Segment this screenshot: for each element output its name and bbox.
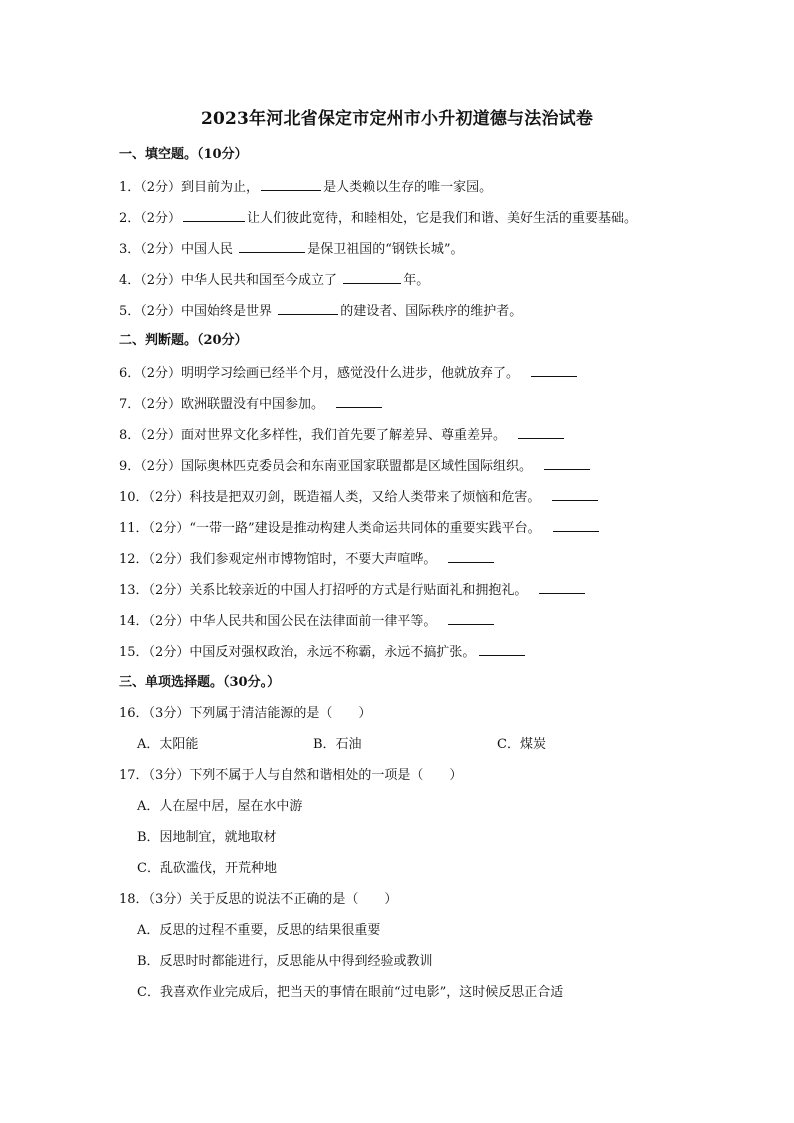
- question-3: [119, 238, 704, 258]
- answer-blank[interactable]: [539, 579, 585, 594]
- question-4: [119, 269, 704, 289]
- answer-blank[interactable]: [448, 610, 494, 625]
- question-text: 我们参观定州市博物馆时，不要大声喧哗。: [189, 552, 437, 567]
- answer-blank[interactable]: [544, 455, 590, 470]
- question-8: [119, 424, 704, 444]
- question-13: [119, 579, 704, 599]
- question-11: [119, 517, 704, 537]
- question-18: [119, 890, 704, 910]
- question-17: [119, 766, 704, 786]
- question-text: 下列属于清洁能源的是（ ）: [189, 706, 372, 721]
- question-text: 是保卫祖国的“钢铁长城”。: [307, 242, 464, 257]
- question-number: 17．（3分）: [119, 768, 190, 783]
- question-number: 18．（3分）: [119, 892, 190, 907]
- question-text: 中国始终是世界: [181, 304, 277, 319]
- question-text: 下列不属于人与自然和谐相处的一项是（ ）: [189, 768, 463, 783]
- option-b[interactable]: B．石油: [313, 737, 362, 752]
- option-c[interactable]: C．乱砍滥伐，开荒种地: [137, 861, 277, 876]
- question-text: 面对世界文化多样性，我们首先要了解差异、尊重差异。: [181, 428, 507, 443]
- question-text: 是人类赖以生存的唯一家园。: [323, 180, 493, 195]
- question-text: 中国人民: [181, 242, 238, 257]
- question-text: 关系比较亲近的中国人打招呼的方式是行贴面礼和拥抱礼。: [189, 583, 528, 598]
- question-text: 关于反思的说法不正确的是（ ）: [189, 892, 398, 907]
- question-number: 12．（2分）: [119, 552, 190, 567]
- question-number: 3．（2分）: [119, 242, 182, 257]
- question-9: [119, 455, 704, 475]
- answer-blank[interactable]: [239, 238, 305, 253]
- question-2: [119, 207, 704, 227]
- option-c[interactable]: C．煤炭: [497, 737, 546, 752]
- answer-blank[interactable]: [336, 393, 382, 408]
- question-number: 1．（2分）: [119, 180, 182, 195]
- question-text: 国际奥林匹克委员会和东南亚国家联盟都是区域性国际组织。: [181, 459, 533, 474]
- question-number: 2．（2分）: [119, 211, 182, 226]
- question-text: “一带一路”建设是推动构建人类命运共同体的重要实践平台。: [189, 521, 541, 536]
- question-text: 到目前为止，: [181, 180, 260, 195]
- question-15: [119, 641, 704, 661]
- answer-blank[interactable]: [448, 548, 494, 563]
- question-text: 中华人民共和国至今成立了: [181, 273, 342, 288]
- option-a[interactable]: A．人在屋中居，屋在水中游: [137, 799, 303, 814]
- question-7: [119, 393, 704, 413]
- option-a[interactable]: A．反思的过程不重要，反思的结果很重要: [137, 923, 381, 938]
- question-16: [119, 704, 704, 724]
- question-text: 欧洲联盟没有中国参加。: [181, 397, 325, 412]
- section-true-false: 二、判断题。（20分）: [119, 333, 248, 348]
- question-5: [119, 300, 704, 320]
- question-number: 6．（2分）: [119, 366, 182, 381]
- answer-blank[interactable]: [553, 517, 599, 532]
- question-number: 4．（2分）: [119, 273, 182, 288]
- option-a[interactable]: A．太阳能: [137, 737, 199, 752]
- question-number: 11．（2分）: [119, 521, 190, 536]
- question-12: [119, 548, 704, 568]
- question-text: 科技是把双刃剑，既造福人类，又给人类带来了烦恼和危害。: [189, 490, 541, 505]
- section-single-choice: 三、单项选择题。（30分。）: [119, 675, 281, 690]
- section-fill-blank: 一、填空题。（10分）: [119, 147, 248, 162]
- question-number: 9．（2分）: [119, 459, 182, 474]
- question-number: 5．（2分）: [119, 304, 182, 319]
- question-1: [119, 176, 704, 196]
- answer-blank[interactable]: [518, 424, 564, 439]
- question-text: 中国反对强权政治，永远不称霸，永远不搞扩张。: [189, 645, 476, 660]
- question-number: 16．（3分）: [119, 706, 190, 721]
- option-b[interactable]: B．因地制宜，就地取材: [137, 830, 277, 845]
- question-14: [119, 610, 704, 630]
- question-6: [119, 362, 704, 382]
- answer-blank[interactable]: [531, 362, 577, 377]
- question-text: 明明学习绘画已经半个月，感觉没什么进步，他就放弃了。: [181, 366, 520, 381]
- answer-blank[interactable]: [183, 207, 245, 222]
- question-text: 让人们彼此宽待，和睦相处，它是我们和谐、美好生活的重要基础。: [247, 211, 638, 226]
- exam-title: 2023年河北省保定市定州市小升初道德与法治试卷: [200, 109, 594, 129]
- answer-blank[interactable]: [261, 176, 321, 191]
- question-10: [119, 486, 704, 506]
- question-text: 的建设者、国际秩序的维护者。: [340, 304, 523, 319]
- question-number: 14．（2分）: [119, 614, 190, 629]
- question-number: 10．（2分）: [119, 490, 190, 505]
- question-number: 7．（2分）: [119, 397, 182, 412]
- option-b[interactable]: B．反思时时都能进行，反思能从中得到经验或教训: [137, 954, 433, 969]
- answer-blank[interactable]: [343, 269, 401, 284]
- answer-blank[interactable]: [552, 486, 598, 501]
- option-c[interactable]: C．我喜欢作业完成后，把当天的事情在眼前“过电影”，这时候反思正合适: [137, 985, 564, 1000]
- question-text: 年。: [403, 273, 430, 288]
- question-number: 8．（2分）: [119, 428, 182, 443]
- answer-blank[interactable]: [479, 641, 525, 656]
- answer-blank[interactable]: [278, 300, 338, 315]
- question-number: 13．（2分）: [119, 583, 190, 598]
- question-text: 中华人民共和国公民在法律面前一律平等。: [189, 614, 437, 629]
- question-number: 15．（2分）: [119, 645, 190, 660]
